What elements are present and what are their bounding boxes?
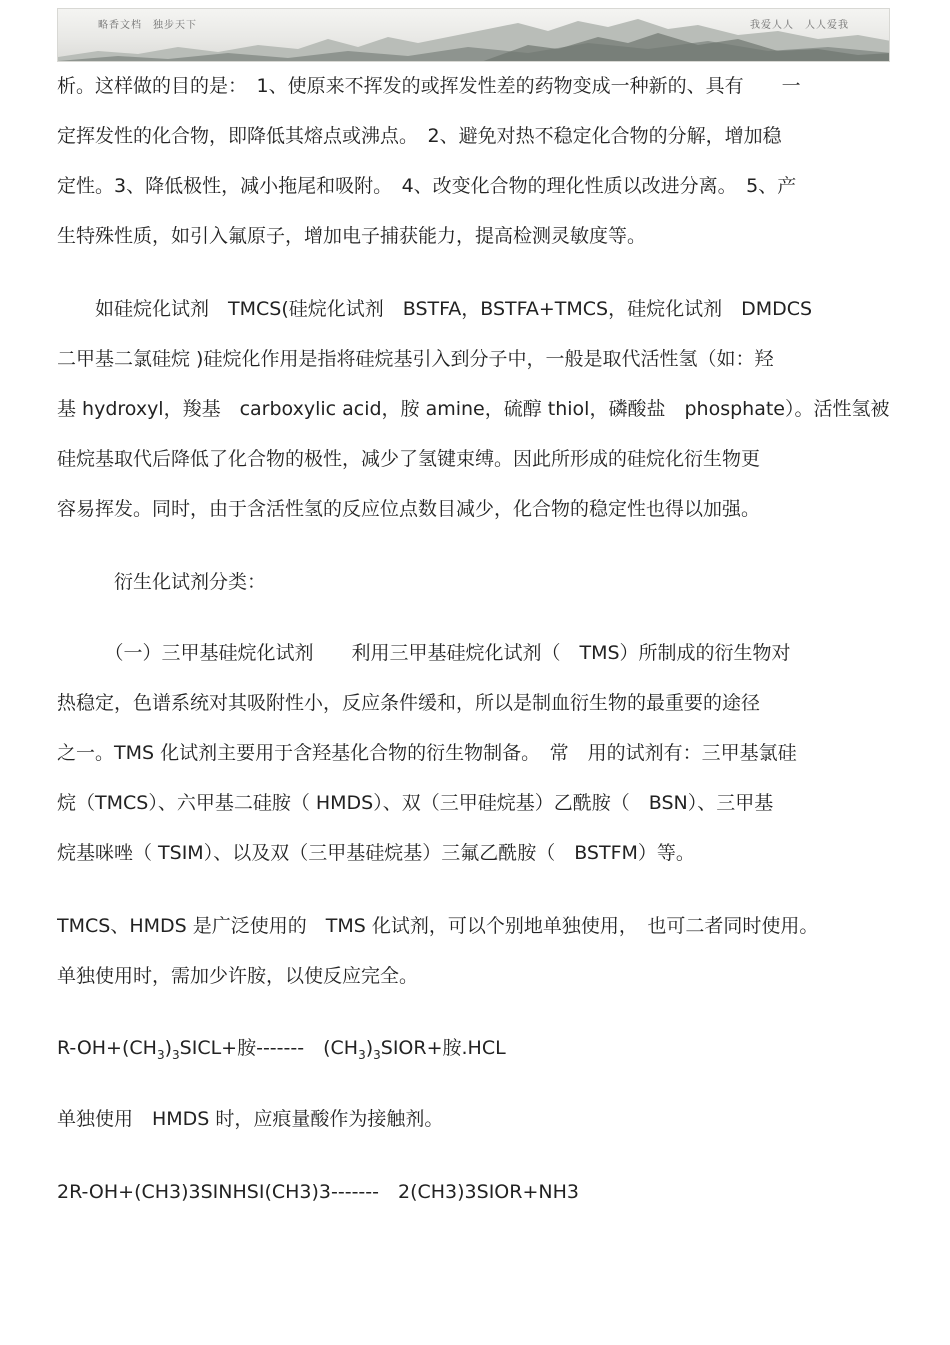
paragraph-line: 定挥发性的化合物，即降低其熔点或沸点。 2、避免对热不稳定化合物的分解，增加稳 — [57, 125, 782, 147]
paragraph-line: 热稳定，色谱系统对其吸附性小，反应条件缓和，所以是制血衍生物的最重要的途径 — [57, 692, 761, 714]
paragraph-line: 容易挥发。同时，由于含活性氢的反应位点数目减少，化合物的稳定性也得以加强。 — [57, 498, 761, 520]
subscript: 3 — [373, 1048, 381, 1062]
paragraph-line: （一）三甲基硅烷化试剂 利用三甲基硅烷化试剂（ TMS）所制成的衍生物对 — [57, 642, 791, 664]
paragraph-line: 定性。3、降低极性，减小拖尾和吸附。 4、改变化合物的理化性质以改进分离。 5、产 — [57, 175, 797, 197]
paragraph-line: 硅烷基取代后降低了化合物的极性，减少了氢键束缚。因此所形成的硅烷化衍生物更 — [57, 448, 761, 470]
subscript: 3 — [156, 1048, 165, 1062]
equation-part: R-OH+(CH — [57, 1037, 157, 1059]
equation-part: SICL+胺------- (CH — [179, 1037, 359, 1059]
section-title: 衍生化试剂分类： — [57, 571, 267, 593]
subscript: 3 — [172, 1048, 180, 1062]
banner-right-text: 我爱人人 人人爱我 — [750, 20, 849, 31]
reaction-equation-tmcs — [57, 1036, 893, 1062]
equation-part: SIOR+胺.HCL — [380, 1037, 506, 1059]
paragraph-line: 之一。TMS 化试剂主要用于含羟基化合物的衍生物制备。 常 用的试剂有：三甲基氯硅 — [57, 742, 797, 764]
reaction-equation-hmds: 2R-OH+(CH3)3SINHSI(CH3)3------- 2(CH3)3SIOR+NH3 — [57, 1181, 579, 1203]
hmds-note: 单独使用 HMDS 时，应痕量酸作为接触剂。 — [57, 1108, 444, 1130]
header-banner — [57, 8, 890, 62]
paragraph-line: 生特殊性质，如引入氟原子，增加电子捕获能力，提高检测灵敏度等。 — [57, 225, 647, 247]
equation-part: ) — [365, 1037, 374, 1059]
paragraph-line: 单独使用时，需加少许胺，以使反应完全。 — [57, 965, 419, 987]
paragraph-line: 析。这样做的目的是： 1、使原来不挥发的或挥发性差的药物变成一种新的、具有 一 — [57, 75, 801, 97]
paragraph-line: 烷基咪唑（ TSIM）、以及双（三甲基硅烷基）三氟乙酰胺（ BSTFM）等。 — [57, 842, 695, 864]
paragraph-line: 如硅烷化试剂 TMCS(硅烷化试剂 BSTFA，BSTFA+TMCS，硅烷化试剂 DMDCS — [57, 298, 813, 320]
banner-left-text: 略香文档 独步天下 — [98, 20, 197, 31]
equation-part: ) — [164, 1037, 173, 1059]
paragraph-line: TMCS、HMDS 是广泛使用的 TMS 化试剂，可以个别地单独使用， 也可二者同时使用。 — [57, 915, 819, 937]
paragraph-line: 基 hydroxyl，羧基 carboxylic acid，胺 amine，硫醇 thiol，磷酸盐 phosphate）。活性氢被 — [57, 398, 890, 420]
paragraph-line: 烷（TMCS）、六甲基二硅胺（ HMDS）、双（三甲硅烷基）乙酰胺（ BSN）、三甲基 — [57, 792, 774, 814]
paragraph-line: 二甲基二氯硅烷 )硅烷化作用是指将硅烷基引入到分子中，一般是取代活性氢（如：羟 — [57, 348, 774, 370]
subscript: 3 — [358, 1048, 366, 1062]
